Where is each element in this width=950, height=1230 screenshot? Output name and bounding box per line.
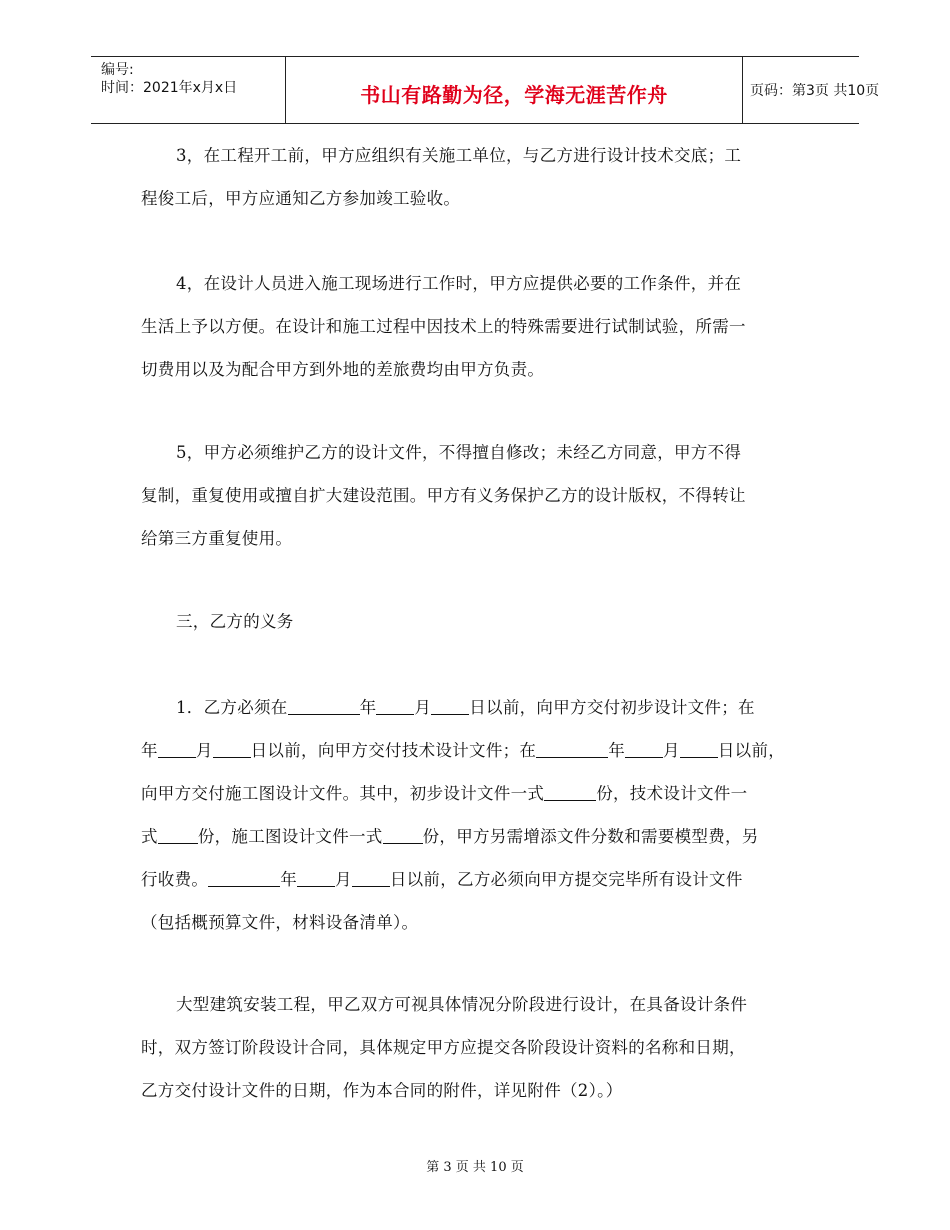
- section-3-heading-block: [141, 600, 813, 643]
- clause-5-line-1: 5，甲方必须维护乙方的设计文件，不得擅自修改；未经乙方同意，甲方不得: [176, 443, 742, 462]
- blank-line: [376, 698, 414, 716]
- text-run: 月: [195, 741, 213, 760]
- text-run: 式: [141, 827, 158, 846]
- text-run: 月: [414, 698, 432, 717]
- clause-3-line-2: 程俊工后，甲方应通知乙方参加竣工验收。: [141, 189, 461, 208]
- text-run: 月: [663, 741, 680, 760]
- text-run: 年: [280, 870, 298, 889]
- clause-3: [141, 134, 813, 220]
- text-run: 日以前，: [717, 741, 786, 760]
- page-footer: 第 3 页 共 10 页: [426, 1160, 524, 1175]
- clause-5-line-3: 给第三方重复使用。: [141, 529, 293, 548]
- blank-line: [158, 827, 198, 845]
- text-run: 向甲方交付施工图设计文件。其中，初步设计文件一式: [141, 784, 545, 803]
- obligation-1-line-3: [141, 772, 813, 815]
- header-motto-cell: [285, 57, 743, 123]
- header-motto: 书山有路勤为径，学海无涯苦作舟: [360, 83, 668, 107]
- obligation-1-line-6: （包括概预算文件，材料设备清单）。: [141, 913, 419, 932]
- text-run: 日以前，向甲方交付初步设计文件；在: [469, 698, 755, 717]
- document-number-label: 编号:: [101, 62, 134, 78]
- blank-line: [213, 741, 251, 759]
- text-run: 月: [335, 870, 352, 889]
- large-project-line-1: 大型建筑安装工程，甲乙双方可视具体情况分阶段进行设计，在具备设计条件: [176, 995, 748, 1014]
- text-run: 年: [141, 741, 158, 760]
- clause-5-line-2: 复制，重复使用或擅自扩大建设范围。甲方有义务保护乙方的设计版权，不得转让: [141, 486, 746, 505]
- blank-line: [297, 870, 335, 888]
- blank-line: [158, 741, 196, 759]
- header-page-cell: [742, 57, 880, 123]
- clause-4: [141, 262, 813, 391]
- header-meta-cell: [91, 57, 285, 123]
- obligation-1-line-4: [141, 815, 813, 858]
- text-run: 份，甲方另需增添文件分数和需要模型费，另: [422, 827, 759, 846]
- blank-line: [544, 784, 596, 802]
- text-run: 日以前，向甲方交付技术设计文件；在: [250, 741, 537, 760]
- blank-line: [680, 741, 718, 759]
- clause-4-line-1: 4，在设计人员进入施工现场进行工作时，甲方应提供必要的工作条件，并在: [176, 274, 742, 293]
- header-page-info: 页码：第3页 共10页: [750, 83, 880, 99]
- large-project-line-3: 乙方交付设计文件的日期，作为本合同的附件，详见附件（2）。）: [141, 1081, 623, 1100]
- clause-4-line-3: 切费用以及为配合甲方到外地的差旅费均由甲方负责。: [141, 360, 545, 379]
- blank-line: [352, 870, 390, 888]
- clause-3-line-1: 3，在工程开工前，甲方应组织有关施工单位，与乙方进行设计技术交底；工: [176, 146, 742, 165]
- text-run: 1．乙方必须在: [176, 698, 288, 717]
- document-time-label: 时间：2021年x月x日: [101, 80, 238, 96]
- obligation-1-line-5: [141, 858, 813, 901]
- blank-line: [383, 827, 423, 845]
- blank-line: [208, 870, 280, 888]
- large-project-clause: [141, 983, 813, 1112]
- section-3-heading: 三，乙方的义务: [176, 612, 294, 631]
- obligation-1-line-1: [141, 686, 813, 729]
- clause-4-line-2: 生活上予以方便。在设计和施工过程中因技术上的特殊需要进行试制试验，所需一: [141, 317, 746, 336]
- blank-line: [536, 741, 608, 759]
- blank-line: [625, 741, 663, 759]
- clause-5: [141, 431, 813, 560]
- blank-line: [288, 698, 360, 716]
- obligation-1: [141, 686, 813, 944]
- text-run: 年: [359, 698, 377, 717]
- text-run: 年: [608, 741, 626, 760]
- large-project-line-2: 时，双方签订阶段设计合同，具体规定甲方应提交各阶段设计资料的名称和日期，: [141, 1038, 746, 1057]
- obligation-1-line-2: [141, 729, 813, 772]
- text-run: 行收费。: [141, 870, 209, 889]
- text-run: 份，施工图设计文件一式: [197, 827, 383, 846]
- text-run: 日以前，乙方必须向甲方提交完毕所有设计文件: [389, 870, 743, 889]
- page-header: [91, 56, 880, 124]
- blank-line: [431, 698, 469, 716]
- text-run: 份，技术设计文件一: [596, 784, 748, 803]
